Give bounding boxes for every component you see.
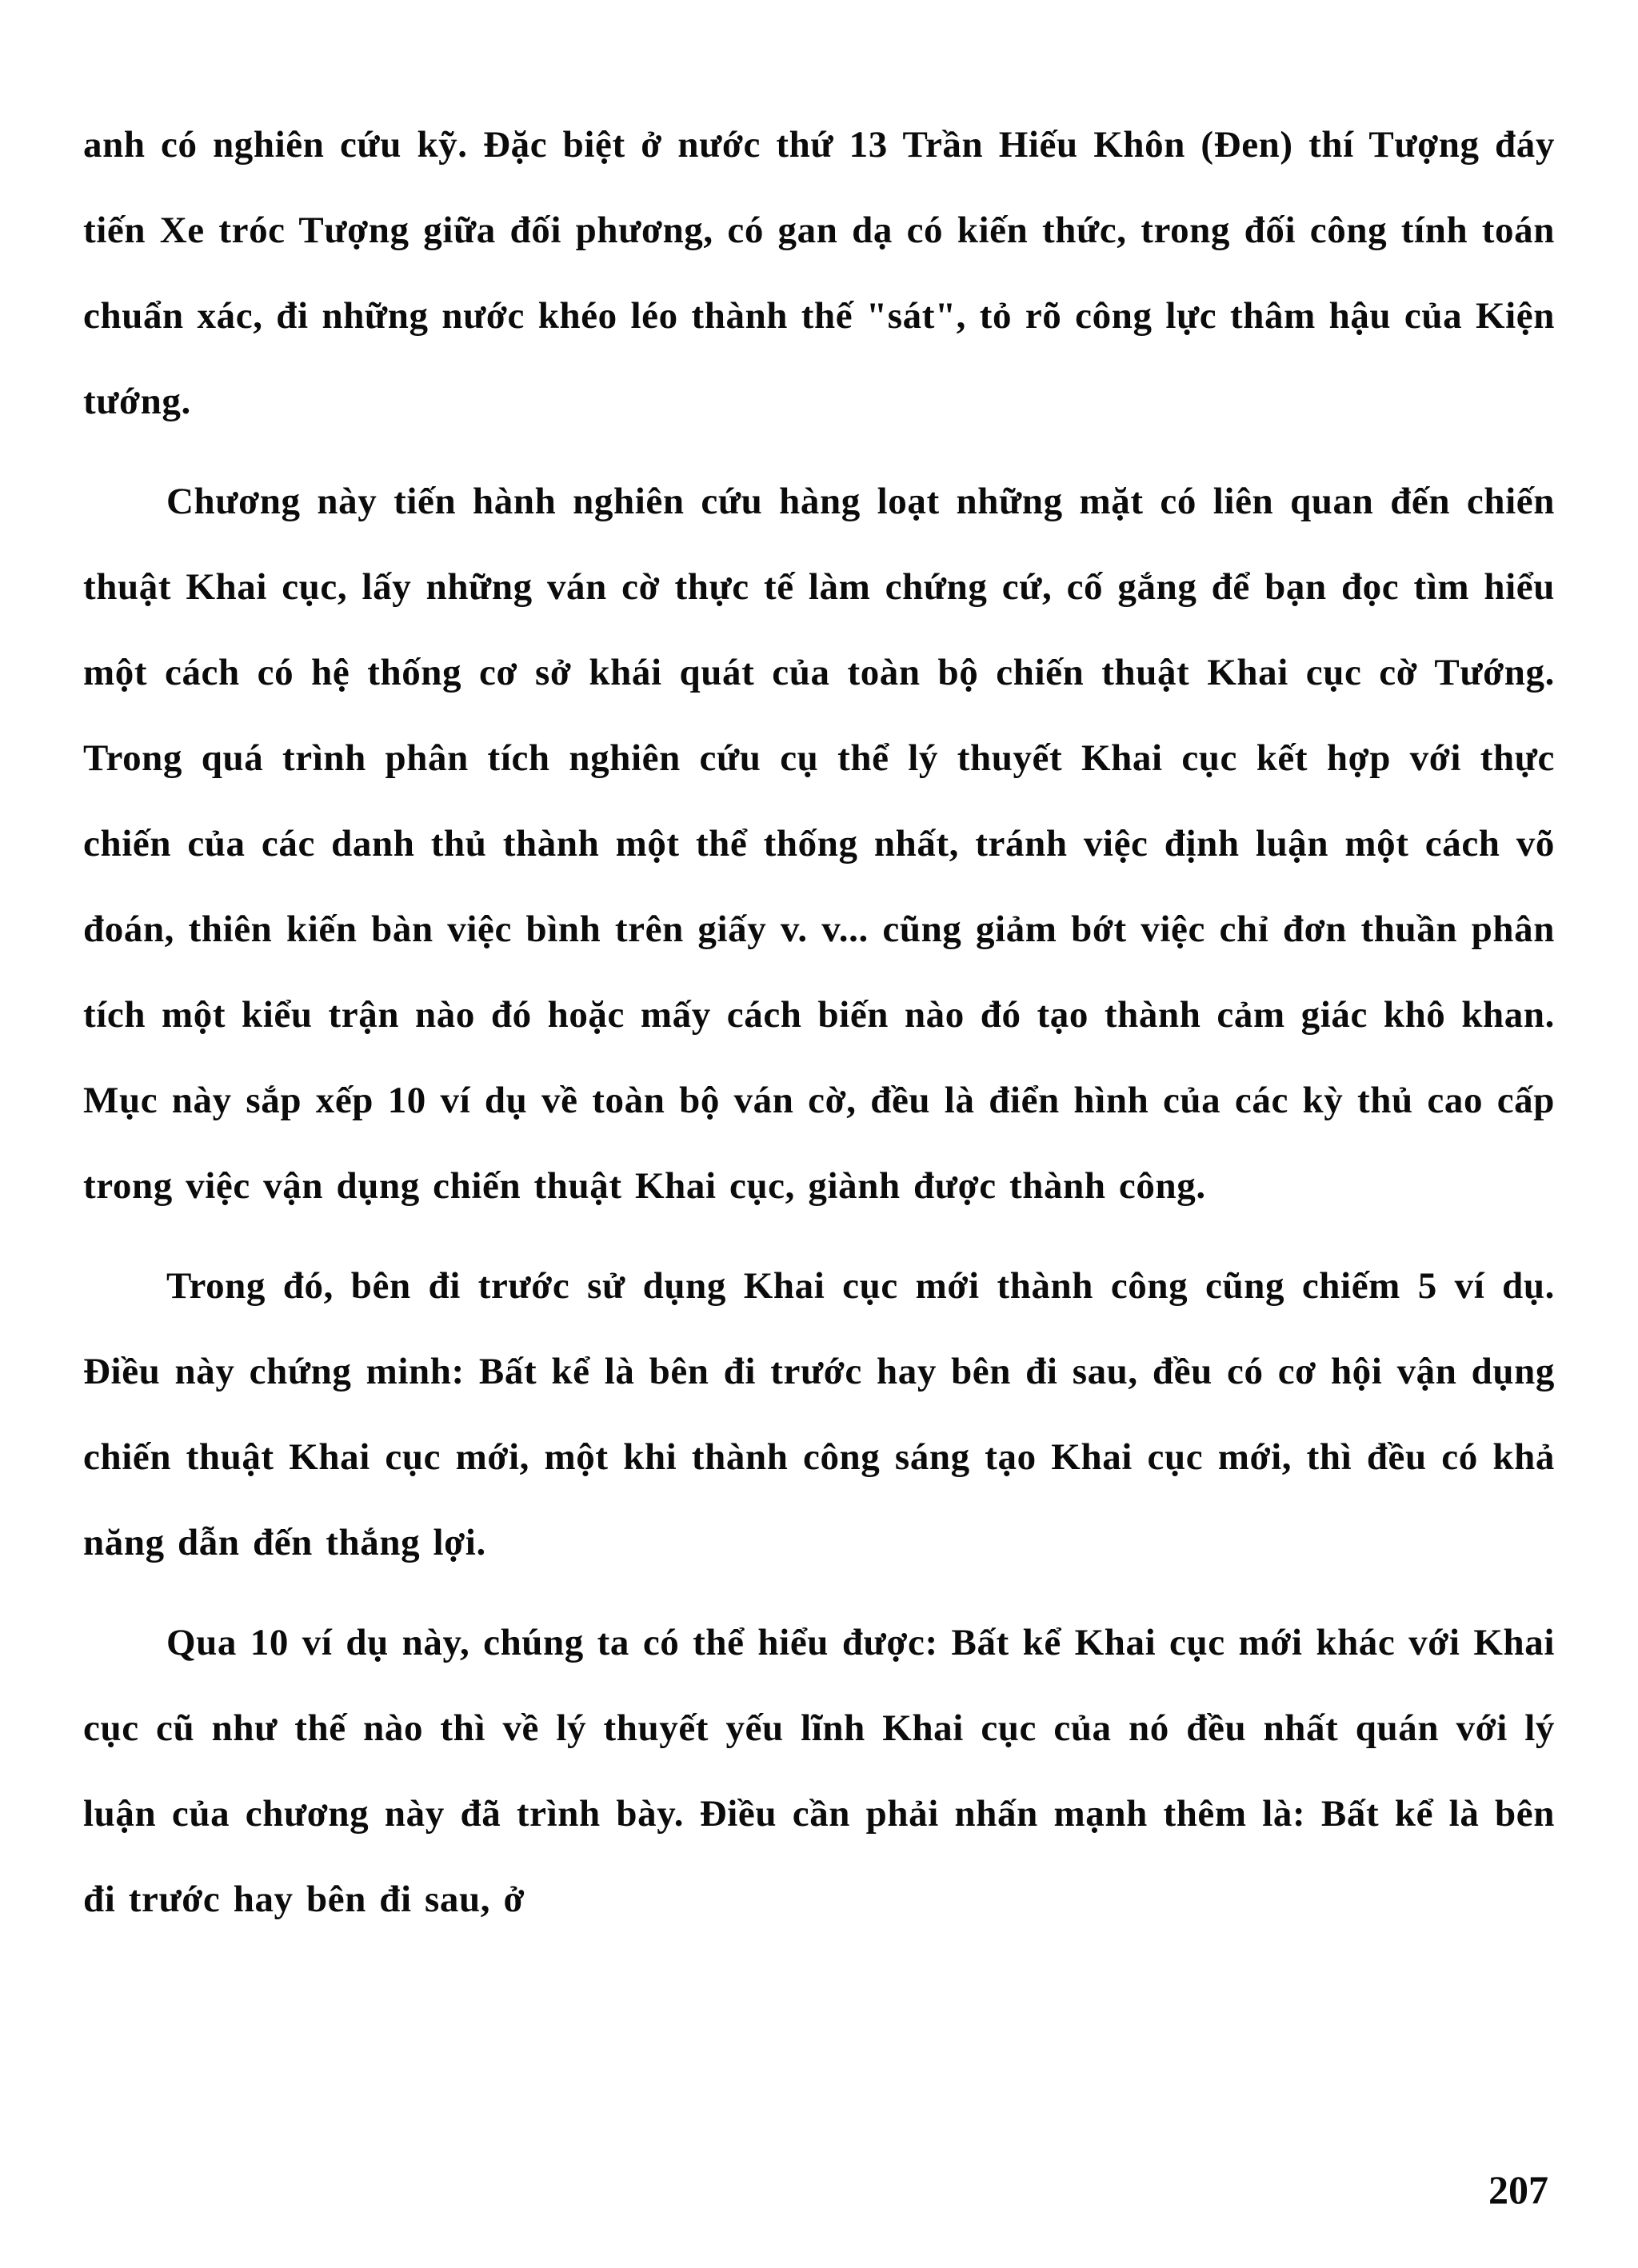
page-number: 207 (1488, 2167, 1548, 2212)
body-text (83, 102, 1555, 1943)
paragraph-continuation: anh có nghiên cứu kỹ. Đặc biệt ở nước thứ 13 Trần Hiếu Khôn (Đen) thí Tượng đáy tiến Xe tróc Tượng giữa đối phương, có gan dạ có kiến thức, trong đối công tính toán chuẩn xác, đi những nước khéo léo thành thế "sát", tỏ rõ công lực thâm hậu của Kiện tướng. (83, 124, 1555, 422)
paragraph-first-mover: Trong đó, bên đi trước sử dụng Khai cục mới thành công cũng chiếm 5 ví dụ. Điều này chứng minh: Bất kể là bên đi trước hay bên đi sau, đều có cơ hội vận dụng chiến thuật Khai cục mới, một khi thành công sáng tạo Khai cục mới, thì đều có khả năng dẫn đến thắng lợi. (83, 1265, 1555, 1563)
paragraph-chapter-research: Chương này tiến hành nghiên cứu hàng loạt những mặt có liên quan đến chiến thuật Khai cục, lấy những ván cờ thực tế làm chứng cứ, cố gắng để bạn đọc tìm hiểu một cách có hệ thống cơ sở khái quát của toàn bộ chiến thuật Khai cục cờ Tướng. Trong quá trình phân tích nghiên cứu cụ thể lý thuyết Khai cục kết hợp với thực chiến của các danh thủ thành một thể thống nhất, tránh việc định luận một cách võ đoán, thiên kiến bàn việc bình trên giấy v. v... cũng giảm bớt việc chỉ đơn thuần phân tích một kiểu trận nào đó hoặc mấy cách biến nào đó tạo thành cảm giác khô khan. Mục này sắp xếp 10 ví dụ về toàn bộ ván cờ, đều là điển hình của các kỳ thủ cao cấp trong việc vận dụng chiến thuật Khai cục, giành được thành công. (83, 481, 1555, 1207)
paragraph-ten-examples: Qua 10 ví dụ này, chúng ta có thể hiểu được: Bất kể Khai cục mới khác với Khai cục cũ như thế nào thì về lý thuyết yếu lĩnh Khai cục của nó đều nhất quán với lý luận của chương này đã trình bày. Điều cần phải nhấn mạnh thêm là: Bất kể là bên đi trước hay bên đi sau, ở (83, 1622, 1555, 1920)
